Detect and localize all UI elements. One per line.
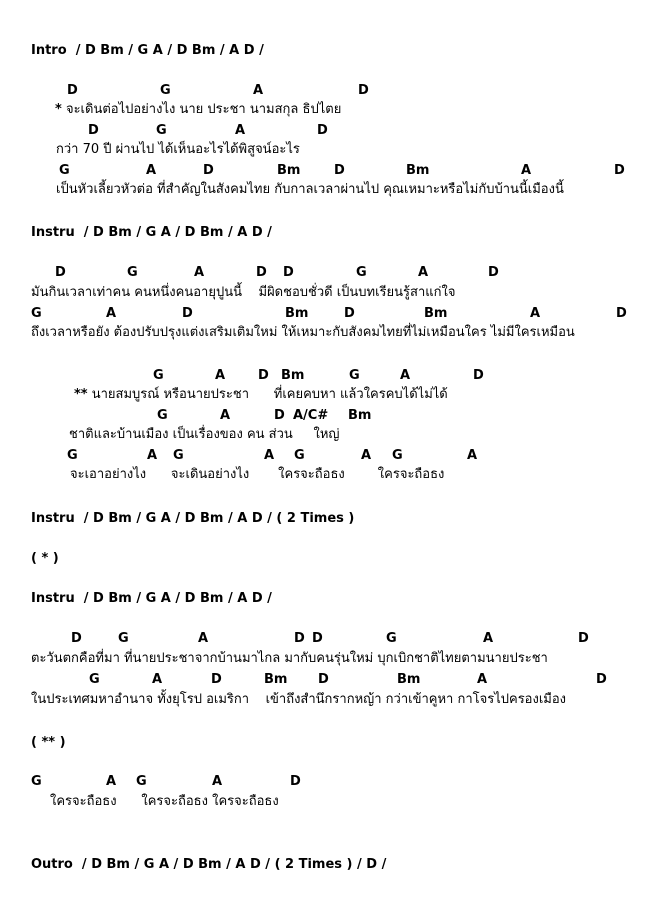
lyric-line: * จะเดินต่อไปอย่างไง นาย ประชา นามสกุล ธิปไตย <box>55 102 342 117</box>
chord: G <box>31 306 42 321</box>
lyric-line: ** นายสมบูรณ์ หรือนายประชา ที่เคยคบหา แล้วใครคบได้ไม่ได้ <box>74 387 448 402</box>
chord: G <box>173 448 184 463</box>
chord: D <box>211 672 222 687</box>
chord: G <box>356 265 367 280</box>
chord: Bm <box>424 306 448 321</box>
chord: A <box>521 163 532 178</box>
lyric-line: ในประเทศมหาอำนาจ ทั้งยุโรป อเมริกา เข้าถึงสำนึกรากหญ้า กว่าเข้าคูหา กาโจรไปครองเมือง <box>31 692 566 707</box>
instru-section-2x: Instru / D Bm / G A / D Bm / A D / ( 2 Times ) <box>31 511 355 526</box>
instru-section: Instru / D Bm / G A / D Bm / A D / <box>31 591 272 606</box>
chord: Bm <box>277 163 301 178</box>
chord: G <box>156 123 167 138</box>
chord: D <box>334 163 345 178</box>
chord: D <box>256 265 267 280</box>
lyric-line: เป็นหัวเลี้ยวหัวต่อ ที่สำคัญในสังคมไทย กับกาลเวลาผ่านไป คุณเหมาะหรือไม่กับบ้านนี้เมืองนี้ <box>56 182 564 197</box>
chord: G <box>89 672 100 687</box>
chord: G <box>392 448 403 463</box>
chord: D <box>596 672 607 687</box>
chord: G <box>349 368 360 383</box>
chord: Bm <box>285 306 309 321</box>
chord: D <box>67 83 78 98</box>
chord: G <box>127 265 138 280</box>
chord: Bm <box>264 672 288 687</box>
chord: A <box>106 306 117 321</box>
chord: D <box>182 306 193 321</box>
chord: A <box>530 306 541 321</box>
chord: A <box>235 123 246 138</box>
chord: D <box>274 408 285 423</box>
chord: D <box>312 631 323 646</box>
chord: G <box>31 774 42 789</box>
chord: G <box>118 631 129 646</box>
chord: D <box>488 265 499 280</box>
chord: A <box>400 368 411 383</box>
chord: A <box>147 448 158 463</box>
chord: D <box>203 163 214 178</box>
chord: Bm <box>406 163 430 178</box>
chord: D <box>55 265 66 280</box>
chord: A <box>212 774 223 789</box>
lyric-line: ถึงเวลาหรือยัง ต้องปรับปรุงแต่งเสริมเติมใหม่ ให้เหมาะกับสังคมไทยที่ไม่เหมือนใคร ไม่มีใครเหมือน <box>31 325 575 340</box>
chord: G <box>160 83 171 98</box>
chord: A <box>253 83 264 98</box>
chord: A <box>467 448 478 463</box>
chord: G <box>67 448 78 463</box>
chord: A <box>418 265 429 280</box>
chord: G <box>294 448 305 463</box>
chord: Bm <box>348 408 372 423</box>
chord: A <box>106 774 117 789</box>
chord: G <box>386 631 397 646</box>
lyric-line: กว่า 70 ปี ผ่านไป ได้เห็นอะไรได้พิสูจน์อะไร <box>56 142 300 157</box>
chord: A <box>146 163 157 178</box>
lyric-line: ใครจะถือธง ใครจะถือธง ใครจะถือธง <box>50 794 279 809</box>
chord: D <box>578 631 589 646</box>
chord: G <box>157 408 168 423</box>
chord: A <box>483 631 494 646</box>
chord: A <box>215 368 226 383</box>
chord: D <box>71 631 82 646</box>
lyric-line: ตะวันตกคือที่มา ที่นายประชาจากบ้านมาไกล มากับคนรุ่นใหม่ บุกเบิกชาติไทยตามนายประชา <box>31 651 548 666</box>
verse-marker: * <box>55 102 62 117</box>
chord: A <box>477 672 488 687</box>
chord: G <box>153 368 164 383</box>
chord: D <box>283 265 294 280</box>
chord: A <box>264 448 275 463</box>
chord: D <box>294 631 305 646</box>
chord: D <box>290 774 301 789</box>
chord: A <box>198 631 209 646</box>
chord: D <box>317 123 328 138</box>
lyric-line: ชาติและบ้านเมือง เป็นเรื่องของ คน ส่วน ใหญ่ <box>69 427 340 442</box>
chord: D <box>616 306 627 321</box>
chord: G <box>59 163 70 178</box>
chord: Bm <box>281 368 305 383</box>
chord: A <box>361 448 372 463</box>
chord: D <box>318 672 329 687</box>
chord: A <box>152 672 163 687</box>
lyric-line: จะเอาอย่างไง จะเดินอย่างไง ใครจะถือธง ใครจะถือธง <box>70 467 445 482</box>
repeat-chorus-marker: ( ** ) <box>31 735 66 750</box>
instru-section: Instru / D Bm / G A / D Bm / A D / <box>31 225 272 240</box>
outro-section: Outro / D Bm / G A / D Bm / A D / ( 2 Times ) / D / <box>31 857 387 872</box>
chord: A <box>220 408 231 423</box>
lyric-line: มันกินเวลาเท่าคน คนหนึ่งคนอายุปูนนี้ มีผิดชอบชั่วดี เป็นบทเรียนรู้สาแก่ใจ <box>31 285 456 300</box>
chord: A <box>194 265 205 280</box>
chord: Bm <box>397 672 421 687</box>
chorus-marker: ** <box>74 387 88 402</box>
chord: D <box>358 83 369 98</box>
chord: D <box>258 368 269 383</box>
chord: G <box>136 774 147 789</box>
chord: A/C# <box>293 408 329 423</box>
chord: D <box>88 123 99 138</box>
repeat-verse-marker: ( * ) <box>31 551 59 566</box>
chord: D <box>614 163 625 178</box>
chord: D <box>473 368 484 383</box>
intro-section: Intro / D Bm / G A / D Bm / A D / <box>31 43 264 58</box>
chord: D <box>344 306 355 321</box>
